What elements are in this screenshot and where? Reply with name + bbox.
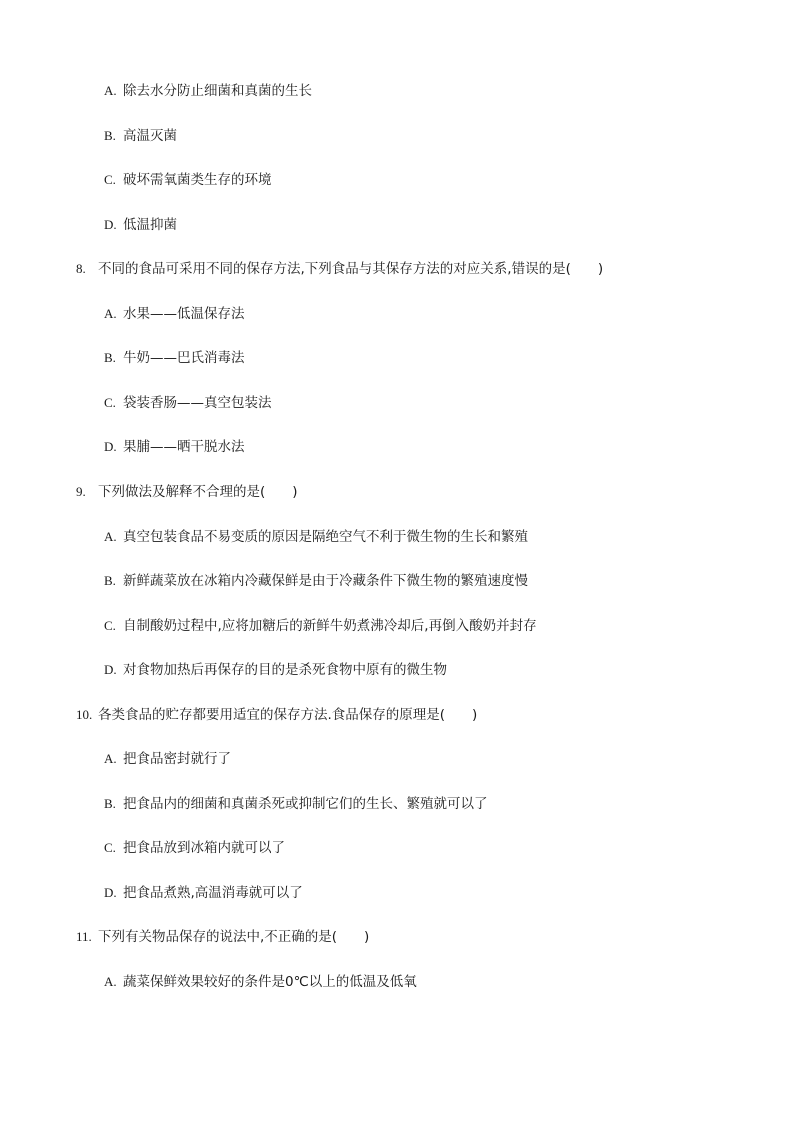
question-11-stem	[76, 927, 369, 947]
option-text: 新鲜蔬菜放在冰箱内冷藏保鲜是由于冷藏条件下微生物的繁殖速度慢	[123, 573, 528, 589]
question-text: 不同的食品可采用不同的保存方法,下列食品与其保存方法的对应关系,错误的是( )	[98, 261, 604, 277]
question-number: 8.	[76, 261, 86, 276]
option-text: 蔬菜保鲜效果较好的条件是0℃以上的低温及低氧	[123, 974, 417, 990]
option-10-c	[104, 838, 285, 858]
option-letter: D.	[104, 662, 117, 677]
option-text: 自制酸奶过程中,应将加糖后的新鲜牛奶煮沸冷却后,再倒入酸奶并封存	[123, 618, 537, 634]
option-text: 真空包装食品不易变质的原因是隔绝空气不利于微生物的生长和繁殖	[123, 529, 528, 545]
option-text: 低温抑菌	[123, 217, 177, 233]
question-text: 各类食品的贮存都要用适宜的保存方法.食品保存的原理是( )	[98, 707, 478, 723]
question-number: 9.	[76, 484, 86, 499]
option-8-a	[104, 304, 245, 324]
option-letter: B.	[104, 350, 116, 365]
option-prev-a	[104, 81, 312, 101]
option-text: 袋装香肠——真空包装法	[123, 395, 272, 411]
question-text: 下列做法及解释不合理的是( )	[98, 484, 298, 500]
option-text: 把食品内的细菌和真菌杀死或抑制它们的生长、繁殖就可以了	[123, 796, 488, 812]
option-letter: B.	[104, 573, 116, 588]
option-9-b	[104, 571, 528, 591]
option-9-c	[104, 616, 537, 636]
question-10-stem	[76, 705, 477, 725]
option-11-a	[104, 972, 417, 992]
question-text: 下列有关物品保存的说法中,不正确的是( )	[98, 929, 370, 945]
question-number: 10.	[76, 707, 93, 722]
option-text: 把食品煮熟,高温消毒就可以了	[123, 885, 303, 901]
option-letter: C.	[104, 172, 116, 187]
option-text: 牛奶——巴氏消毒法	[123, 350, 245, 366]
option-8-b	[104, 348, 245, 368]
option-letter: C.	[104, 395, 116, 410]
option-letter: D.	[104, 217, 117, 232]
question-number: 11.	[76, 929, 92, 944]
option-letter: A.	[104, 974, 117, 989]
option-letter: C.	[104, 618, 116, 633]
option-letter: A.	[104, 306, 117, 321]
option-text: 高温灭菌	[123, 128, 177, 144]
option-prev-c	[104, 170, 272, 190]
option-text: 破坏需氧菌类生存的环境	[123, 172, 272, 188]
option-letter: D.	[104, 439, 117, 454]
option-letter: D.	[104, 885, 117, 900]
option-text: 把食品放到冰箱内就可以了	[123, 840, 285, 856]
option-9-a	[104, 527, 528, 547]
option-letter: B.	[104, 128, 116, 143]
option-9-d	[104, 660, 447, 680]
option-8-d	[104, 437, 245, 457]
option-text: 水果——低温保存法	[123, 306, 245, 322]
question-9-stem	[76, 482, 298, 502]
option-letter: B.	[104, 796, 116, 811]
option-letter: A.	[104, 83, 117, 98]
option-letter: A.	[104, 751, 117, 766]
option-text: 对食物加热后再保存的目的是杀死食物中原有的微生物	[123, 662, 447, 678]
option-prev-d	[104, 215, 177, 235]
option-10-a	[104, 749, 231, 769]
option-prev-b	[104, 126, 177, 146]
option-text: 果脯——晒干脱水法	[123, 439, 245, 455]
option-text: 把食品密封就行了	[123, 751, 231, 767]
option-text: 除去水分防止细菌和真菌的生长	[123, 83, 312, 99]
option-8-c	[104, 393, 272, 413]
option-10-b	[104, 794, 488, 814]
option-letter: C.	[104, 840, 116, 855]
option-10-d	[104, 883, 303, 903]
question-8-stem	[76, 259, 603, 279]
option-letter: A.	[104, 529, 117, 544]
